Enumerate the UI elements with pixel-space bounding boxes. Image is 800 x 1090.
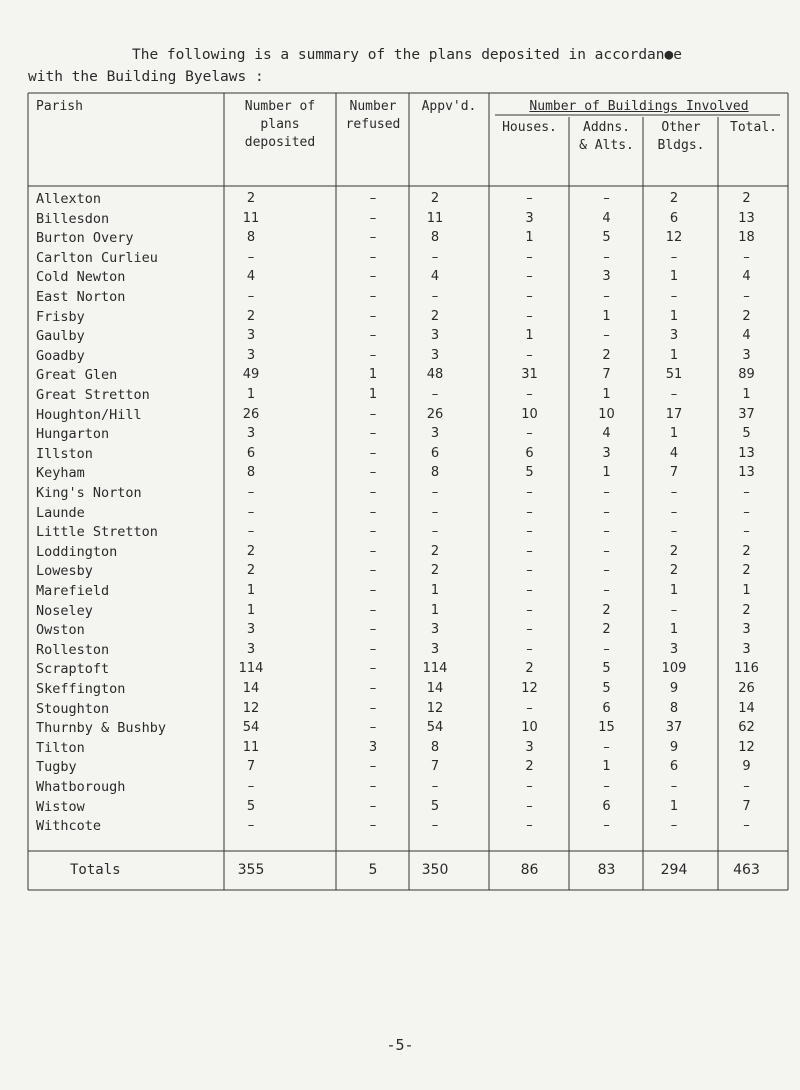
approved-cell: – xyxy=(431,485,439,500)
header-addns-line-2: & Alts. xyxy=(579,138,634,153)
plans-deposited-cell: 14 xyxy=(242,681,260,696)
total-cell: – xyxy=(743,524,750,540)
approved-cell: 5 xyxy=(430,798,440,814)
houses-cell: 12 xyxy=(521,681,538,696)
houses-cell: – xyxy=(526,485,533,500)
addns-alts-cell: – xyxy=(603,641,610,657)
intro-line-2: with the Building Byelaws : xyxy=(28,69,264,85)
houses-cell: – xyxy=(526,700,533,716)
addns-alts-cell: 1 xyxy=(602,465,611,481)
total-cell: 2 xyxy=(742,191,751,206)
addns-alts-cell: – xyxy=(603,739,610,755)
total-cell: 2 xyxy=(742,543,751,559)
houses-cell: – xyxy=(526,543,533,559)
addns-alts-cell: – xyxy=(603,563,610,579)
other-bldgs-cell: 1 xyxy=(669,269,679,285)
header-parish: Parish xyxy=(36,99,83,114)
approved-cell: 3 xyxy=(430,426,440,442)
plans-deposited-cell: – xyxy=(247,249,255,265)
parish-name-cell: Scraptoft xyxy=(36,661,110,678)
plans-deposited-cell: 7 xyxy=(246,759,256,775)
number-refused-cell: – xyxy=(369,720,377,736)
header-other-line-2: Bldgs. xyxy=(657,138,705,153)
header-plans-line-3: deposited xyxy=(244,135,316,150)
houses-cell: – xyxy=(526,798,533,814)
total-cell: 4 xyxy=(742,269,751,285)
header-number-refused xyxy=(338,98,408,134)
houses-cell: 5 xyxy=(525,465,534,481)
total-cell: 3 xyxy=(742,622,751,638)
houses-cell: – xyxy=(526,504,533,520)
plans-deposited-cell: 3 xyxy=(246,641,256,657)
total-cell: – xyxy=(743,485,750,500)
houses-cell: 3 xyxy=(525,739,534,755)
houses-cell: – xyxy=(526,583,533,598)
number-refused-cell: – xyxy=(369,661,377,677)
addns-alts-cell: 7 xyxy=(602,367,611,383)
plans-deposited-cell: 4 xyxy=(246,269,256,285)
parish-name-cell: Illston xyxy=(36,445,93,462)
other-bldgs-cell: – xyxy=(670,485,678,500)
other-bldgs-cell: – xyxy=(670,818,678,834)
addns-alts-cell: 15 xyxy=(598,720,615,736)
houses-cell: – xyxy=(526,308,533,324)
addns-alts-cell: 10 xyxy=(598,406,615,422)
plans-deposited-cell: 3 xyxy=(246,328,256,344)
parish-name-cell: Keyham xyxy=(36,465,85,482)
parish-name-cell: Withcote xyxy=(36,818,102,835)
houses-cell: – xyxy=(526,641,533,657)
approved-cell: – xyxy=(431,779,439,794)
total-cell: 13 xyxy=(738,445,755,461)
total-cell: 13 xyxy=(738,210,755,226)
approved-cell: – xyxy=(431,818,439,834)
addns-alts-cell: – xyxy=(603,543,610,559)
plans-deposited-cell: 26 xyxy=(242,406,260,422)
other-bldgs-cell: – xyxy=(670,249,678,265)
number-refused-cell: – xyxy=(369,700,377,716)
total-cell: 4 xyxy=(742,328,751,344)
plans-deposited-cell: 1 xyxy=(246,602,256,618)
other-bldgs-cell: 12 xyxy=(665,230,683,246)
plans-deposited-cell: – xyxy=(247,524,255,540)
addns-alts-cell: 5 xyxy=(602,661,611,677)
other-bldgs-cell: 1 xyxy=(669,798,679,814)
other-bldgs-cell: 3 xyxy=(669,328,679,344)
addns-alts-cell: – xyxy=(603,191,610,206)
total-cell: 5 xyxy=(742,426,751,442)
total-cell: 12 xyxy=(738,739,755,755)
number-refused-cell: – xyxy=(369,230,377,246)
total-other: 294 xyxy=(660,862,688,878)
number-refused-cell: – xyxy=(369,210,377,226)
plans-deposited-cell: 2 xyxy=(246,308,256,324)
approved-cell: 2 xyxy=(430,308,440,324)
addns-alts-cell: 3 xyxy=(602,445,611,461)
other-bldgs-cell: 7 xyxy=(669,465,679,481)
addns-alts-cell: – xyxy=(603,818,610,834)
addns-alts-cell: 5 xyxy=(602,230,611,246)
approved-cell: 1 xyxy=(430,583,440,598)
approved-cell: 2 xyxy=(430,563,440,579)
header-plans-line-1: Number of xyxy=(244,99,316,114)
houses-cell: 1 xyxy=(525,328,534,344)
number-refused-cell: – xyxy=(369,289,377,304)
plans-deposited-cell: 114 xyxy=(238,661,264,677)
other-bldgs-cell: – xyxy=(670,602,678,618)
parish-name-cell: Little Stretton xyxy=(36,524,158,541)
number-refused-cell: – xyxy=(369,543,377,559)
houses-cell: – xyxy=(526,602,533,618)
total-cell: 1 xyxy=(742,583,751,598)
plans-deposited-cell: 11 xyxy=(242,739,260,755)
addns-alts-cell: 4 xyxy=(602,426,611,442)
total-cell: 3 xyxy=(742,347,751,363)
houses-cell: – xyxy=(526,524,533,540)
total-cell: 2 xyxy=(742,563,751,579)
addns-alts-cell: – xyxy=(603,504,610,520)
parish-name-cell: Great Glen xyxy=(36,367,118,384)
other-bldgs-cell: 3 xyxy=(669,641,679,657)
other-bldgs-cell: 6 xyxy=(669,759,679,775)
plans-deposited-cell: 8 xyxy=(246,465,256,481)
plans-deposited-cell: 2 xyxy=(246,563,256,579)
total-cell: – xyxy=(743,504,750,520)
parish-name-cell: Thurnby & Bushby xyxy=(36,720,167,737)
total-cell: 89 xyxy=(738,367,755,383)
approved-cell: 8 xyxy=(430,739,440,755)
total-approved: 350 xyxy=(421,862,449,878)
parish-name-cell: Lowesby xyxy=(36,563,93,580)
other-bldgs-cell: – xyxy=(670,504,678,520)
total-cell: 2 xyxy=(742,308,751,324)
houses-cell: – xyxy=(526,779,533,794)
number-refused-cell: – xyxy=(369,485,377,500)
parish-name-cell: Goadby xyxy=(36,347,85,364)
plans-deposited-cell: 1 xyxy=(246,583,256,598)
header-plans-deposited xyxy=(226,98,334,152)
parish-name-cell: Houghton/Hill xyxy=(36,406,142,423)
houses-cell: 10 xyxy=(521,720,538,736)
other-bldgs-cell: 17 xyxy=(665,406,683,422)
plans-deposited-cell: 8 xyxy=(246,230,256,246)
number-refused-cell: 1 xyxy=(368,367,378,383)
total-cell: 18 xyxy=(738,230,755,246)
plans-deposited-cell: 3 xyxy=(246,347,256,363)
addns-alts-cell: 6 xyxy=(602,798,611,814)
number-refused-cell: – xyxy=(369,269,377,285)
parish-name-cell: Billesdon xyxy=(36,210,110,227)
approved-cell: 7 xyxy=(430,759,440,775)
addns-alts-cell: 2 xyxy=(602,347,611,363)
addns-alts-cell: – xyxy=(603,328,610,344)
approved-cell: 6 xyxy=(430,445,440,461)
total-cell: 3 xyxy=(742,641,751,657)
plans-deposited-cell: 2 xyxy=(246,191,256,206)
addns-alts-cell: – xyxy=(603,524,610,540)
houses-cell: 6 xyxy=(525,445,534,461)
total-refused: 5 xyxy=(368,862,378,878)
total-cell: 116 xyxy=(734,661,759,677)
other-bldgs-cell: 1 xyxy=(669,622,679,638)
total-plans: 355 xyxy=(237,862,265,878)
plans-deposited-cell: – xyxy=(247,504,255,520)
other-bldgs-cell: 2 xyxy=(669,543,679,559)
approved-cell: 3 xyxy=(430,328,440,344)
addns-alts-cell: 4 xyxy=(602,210,611,226)
header-addns-alts xyxy=(570,119,643,155)
other-bldgs-cell: 37 xyxy=(665,720,683,736)
total-cell: 1 xyxy=(742,387,751,402)
plans-deposited-cell: – xyxy=(247,779,255,794)
approved-cell: 8 xyxy=(430,230,440,246)
addns-alts-cell: – xyxy=(603,249,610,265)
plans-deposited-cell: 54 xyxy=(242,720,260,736)
parish-name-cell: Hungarton xyxy=(36,426,110,443)
houses-cell: – xyxy=(526,426,533,442)
approved-cell: 12 xyxy=(426,700,444,716)
approved-cell: 54 xyxy=(426,720,444,736)
approved-cell: 4 xyxy=(430,269,440,285)
other-bldgs-cell: 8 xyxy=(669,700,679,716)
number-refused-cell: – xyxy=(369,563,377,579)
other-bldgs-cell: 9 xyxy=(669,681,679,696)
header-total: Total. xyxy=(730,120,777,135)
houses-cell: – xyxy=(526,269,533,285)
houses-cell: – xyxy=(526,289,533,304)
other-bldgs-cell: – xyxy=(670,524,678,540)
other-bldgs-cell: 2 xyxy=(669,191,679,206)
header-plans-line-2: plans xyxy=(260,117,300,132)
addns-alts-cell: 6 xyxy=(602,700,611,716)
plans-deposited-cell: 49 xyxy=(242,367,260,383)
parish-name-cell: Stoughton xyxy=(36,700,110,717)
total-cell: 7 xyxy=(742,798,751,814)
number-refused-cell: – xyxy=(369,779,377,794)
parish-name-cell: Launde xyxy=(36,504,85,521)
plans-deposited-cell: 2 xyxy=(246,543,256,559)
number-refused-cell: – xyxy=(369,641,377,657)
houses-cell: 2 xyxy=(525,661,534,677)
number-refused-cell: – xyxy=(369,445,377,461)
number-refused-cell: – xyxy=(369,681,377,696)
other-bldgs-cell: 1 xyxy=(669,426,679,442)
plans-deposited-cell: 1 xyxy=(246,387,256,402)
plans-deposited-cell: 12 xyxy=(242,700,260,716)
other-bldgs-cell: 109 xyxy=(661,661,687,677)
parish-name-cell: Frisby xyxy=(36,308,85,325)
total-cell: 13 xyxy=(738,465,755,481)
total-cell: 2 xyxy=(742,602,751,618)
number-refused-cell: 1 xyxy=(368,387,378,402)
plans-deposited-cell: – xyxy=(247,485,255,500)
other-bldgs-cell: 6 xyxy=(669,210,679,226)
plans-deposited-cell: 6 xyxy=(246,445,256,461)
number-refused-cell: – xyxy=(369,622,377,638)
total-cell: 9 xyxy=(742,759,751,775)
header-houses: Houses. xyxy=(502,120,557,135)
houses-cell: – xyxy=(526,563,533,579)
addns-alts-cell: – xyxy=(603,289,610,304)
addns-alts-cell: 1 xyxy=(602,759,611,775)
parish-name-cell: Gaulby xyxy=(36,328,85,345)
approved-cell: 1 xyxy=(430,602,440,618)
other-bldgs-cell: 9 xyxy=(669,739,679,755)
approved-cell: 3 xyxy=(430,622,440,638)
total-cell: – xyxy=(743,779,750,794)
parish-name-cell: King's Norton xyxy=(36,485,142,501)
addns-alts-cell: – xyxy=(603,583,610,598)
total-cell: 26 xyxy=(738,681,755,696)
houses-cell: – xyxy=(526,387,533,402)
intro-paragraph xyxy=(28,44,788,88)
parish-name-cell: Wistow xyxy=(36,798,85,815)
approved-cell: 8 xyxy=(430,465,440,481)
number-refused-cell: – xyxy=(369,328,377,344)
houses-cell: – xyxy=(526,191,533,206)
total-cell: 37 xyxy=(738,406,755,422)
parish-name-cell: Whatborough xyxy=(36,779,126,795)
parish-name-cell: Skeffington xyxy=(36,681,126,697)
parish-name-cell: Tilton xyxy=(36,739,85,756)
houses-cell: – xyxy=(526,818,533,834)
plans-deposited-cell: – xyxy=(247,818,255,834)
approved-cell: 14 xyxy=(426,681,444,696)
total-houses: 86 xyxy=(520,862,539,878)
other-bldgs-cell: – xyxy=(670,779,678,794)
parish-name-cell: Noseley xyxy=(36,602,93,619)
number-refused-cell: – xyxy=(369,347,377,363)
plans-deposited-cell: – xyxy=(247,289,255,304)
parish-name-cell: East Norton xyxy=(36,289,126,305)
other-bldgs-cell: 1 xyxy=(669,347,679,363)
header-refused-line-2: refused xyxy=(345,117,401,132)
houses-cell: 1 xyxy=(525,230,534,246)
header-addns-line-1: Addns. xyxy=(583,120,630,135)
parish-name-cell: Cold Newton xyxy=(36,269,126,286)
approved-cell: 26 xyxy=(426,406,444,422)
plans-deposited-cell: 3 xyxy=(246,426,256,442)
number-refused-cell: – xyxy=(369,191,377,206)
approved-cell: – xyxy=(431,524,439,540)
intro-line-1: The following is a summary of the plans deposited in accordan●e xyxy=(132,47,682,63)
page-number: -5- xyxy=(386,1036,414,1054)
totals-label: Totals xyxy=(70,862,121,878)
houses-cell: 10 xyxy=(521,406,538,422)
number-refused-cell: – xyxy=(369,818,377,834)
addns-alts-cell: 5 xyxy=(602,681,611,696)
parish-name-cell: Tugby xyxy=(36,759,77,776)
other-bldgs-cell: 4 xyxy=(669,445,679,461)
addns-alts-cell: 1 xyxy=(602,387,611,402)
parish-name-cell: Great Stretton xyxy=(36,387,150,403)
number-refused-cell: – xyxy=(369,524,377,540)
approved-cell: 3 xyxy=(430,641,440,657)
parish-name-cell: Loddington xyxy=(36,543,118,560)
parish-name-cell: Marefield xyxy=(36,583,110,599)
addns-alts-cell: 2 xyxy=(602,622,611,638)
total-total: 463 xyxy=(733,862,760,878)
plans-deposited-cell: 5 xyxy=(246,798,256,814)
total-cell: – xyxy=(743,818,750,834)
header-approved: Appv'd. xyxy=(421,99,477,114)
number-refused-cell: – xyxy=(369,465,377,481)
parish-name-cell: Allexton xyxy=(36,191,102,207)
parish-name-cell: Rolleston xyxy=(36,641,110,658)
approved-cell: 114 xyxy=(422,661,448,677)
parish-name-cell: Owston xyxy=(36,622,85,639)
plans-deposited-cell: 3 xyxy=(246,622,256,638)
total-cell: – xyxy=(743,289,750,304)
houses-cell: 2 xyxy=(525,759,534,775)
number-refused-cell: – xyxy=(369,504,377,520)
number-refused-cell: – xyxy=(369,602,377,618)
number-refused-cell: – xyxy=(369,798,377,814)
other-bldgs-cell: – xyxy=(670,289,678,304)
approved-cell: 11 xyxy=(426,210,444,226)
total-cell: – xyxy=(743,249,750,265)
number-refused-cell: – xyxy=(369,406,377,422)
approved-cell: – xyxy=(431,504,439,520)
total-cell: 14 xyxy=(738,700,755,716)
other-bldgs-cell: 1 xyxy=(669,308,679,324)
number-refused-cell: – xyxy=(369,308,377,324)
houses-cell: – xyxy=(526,622,533,638)
houses-cell: – xyxy=(526,347,533,363)
total-cell: 62 xyxy=(738,720,755,736)
addns-alts-cell: – xyxy=(603,779,610,794)
header-other-bldgs xyxy=(644,119,718,155)
houses-cell: – xyxy=(526,249,533,265)
number-refused-cell: 3 xyxy=(368,739,378,755)
plans-deposited-cell: 11 xyxy=(242,210,260,226)
number-refused-cell: – xyxy=(369,583,377,598)
houses-cell: 3 xyxy=(525,210,534,226)
addns-alts-cell: 1 xyxy=(602,308,611,324)
total-addns: 83 xyxy=(597,862,616,878)
other-bldgs-cell: 51 xyxy=(665,367,683,383)
header-other-line-1: Other xyxy=(661,120,701,135)
addns-alts-cell: – xyxy=(603,485,610,500)
number-refused-cell: – xyxy=(369,249,377,265)
houses-cell: 31 xyxy=(521,367,538,383)
number-refused-cell: – xyxy=(369,426,377,442)
header-buildings-involved: Number of Buildings Involved xyxy=(529,99,749,114)
approved-cell: 2 xyxy=(430,191,440,206)
approved-cell: 48 xyxy=(426,367,444,383)
approved-cell: – xyxy=(431,387,439,402)
approved-cell: 3 xyxy=(430,347,440,363)
other-bldgs-cell: – xyxy=(670,387,678,402)
other-bldgs-cell: 1 xyxy=(669,583,679,598)
addns-alts-cell: 3 xyxy=(602,269,611,285)
number-refused-cell: – xyxy=(369,759,377,775)
other-bldgs-cell: 2 xyxy=(669,563,679,579)
approved-cell: 2 xyxy=(430,543,440,559)
parish-name-cell: Burton Overy xyxy=(36,230,134,247)
approved-cell: – xyxy=(431,289,439,304)
parish-name-cell: Carlton Curlieu xyxy=(36,249,158,266)
header-refused-line-1: Number xyxy=(349,99,397,114)
addns-alts-cell: 2 xyxy=(602,602,611,618)
approved-cell: – xyxy=(431,249,439,265)
